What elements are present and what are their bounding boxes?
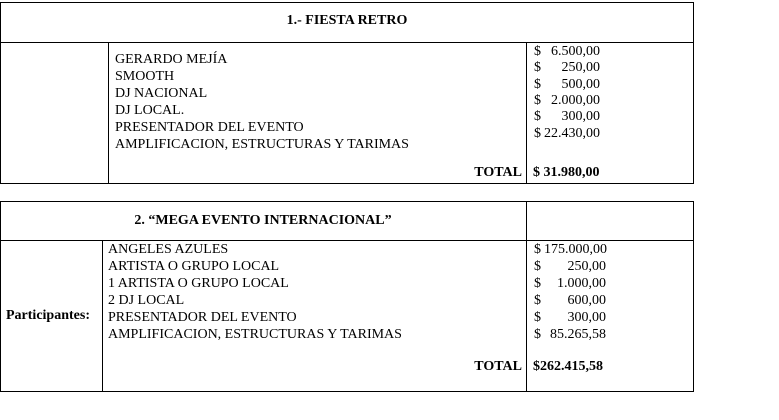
line-item: PRESENTADOR DEL EVENTO — [108, 310, 297, 325]
price-amount: 6.500,00 — [551, 44, 600, 59]
section1-total-value: $ 31.980,00 — [533, 165, 600, 180]
section2-title: 2. “MEGA EVENTO INTERNACIONAL” — [134, 213, 392, 228]
line-item: SMOOTH — [115, 69, 175, 84]
line-item: AMPLIFICACION, ESTRUCTURAS Y TARIMAS — [115, 137, 409, 152]
section1-total-label: TOTAL — [474, 165, 522, 180]
price-amount: 500,00 — [561, 76, 600, 92]
currency-symbol: $ — [534, 310, 541, 325]
currency-symbol: $ — [534, 60, 541, 76]
price-amount: 175.000,00 — [544, 242, 607, 257]
line-item: ANGELES AZULES — [108, 242, 229, 257]
price-amount: 250,00 — [561, 60, 600, 76]
price-amount: 22.430,00 — [544, 125, 600, 141]
price-amount: 85.265,58 — [550, 327, 606, 342]
line-item: GERARDO MEJÍA — [115, 52, 228, 67]
price-amount: 300,00 — [567, 310, 606, 325]
currency-symbol: $ — [534, 125, 541, 141]
price-amount: 250,00 — [567, 259, 606, 274]
participants-label: Participantes: — [6, 308, 90, 323]
line-item: 1 ARTISTA O GRUPO LOCAL — [108, 276, 289, 291]
currency-symbol: $ — [534, 76, 541, 92]
currency-symbol: $ — [534, 276, 541, 291]
line-item: 2 DJ LOCAL — [108, 293, 185, 308]
line-item: PRESENTADOR DEL EVENTO — [115, 120, 304, 135]
line-item: DJ LOCAL. — [115, 103, 185, 118]
price-amount: 2.000,00 — [551, 92, 600, 108]
currency-symbol: $ — [534, 92, 541, 108]
line-item: AMPLIFICACION, ESTRUCTURAS Y TARIMAS — [108, 327, 402, 342]
section2-total-label: TOTAL — [474, 359, 522, 374]
line-item: ARTISTA O GRUPO LOCAL — [108, 259, 280, 274]
section2-total-value: $262.415,58 — [533, 359, 603, 374]
line-item: DJ NACIONAL — [115, 86, 208, 101]
currency-symbol: $ — [534, 293, 541, 308]
currency-symbol: $ — [534, 44, 541, 59]
price-amount: 1.000,00 — [557, 276, 606, 291]
section1-title: 1.- FIESTA RETRO — [286, 13, 408, 28]
currency-symbol: $ — [534, 327, 541, 342]
price-amount: 600,00 — [567, 293, 606, 308]
currency-symbol: $ — [534, 109, 541, 125]
currency-symbol: $ — [534, 259, 541, 274]
price-amount: 300,00 — [561, 109, 600, 125]
currency-symbol: $ — [534, 242, 541, 257]
